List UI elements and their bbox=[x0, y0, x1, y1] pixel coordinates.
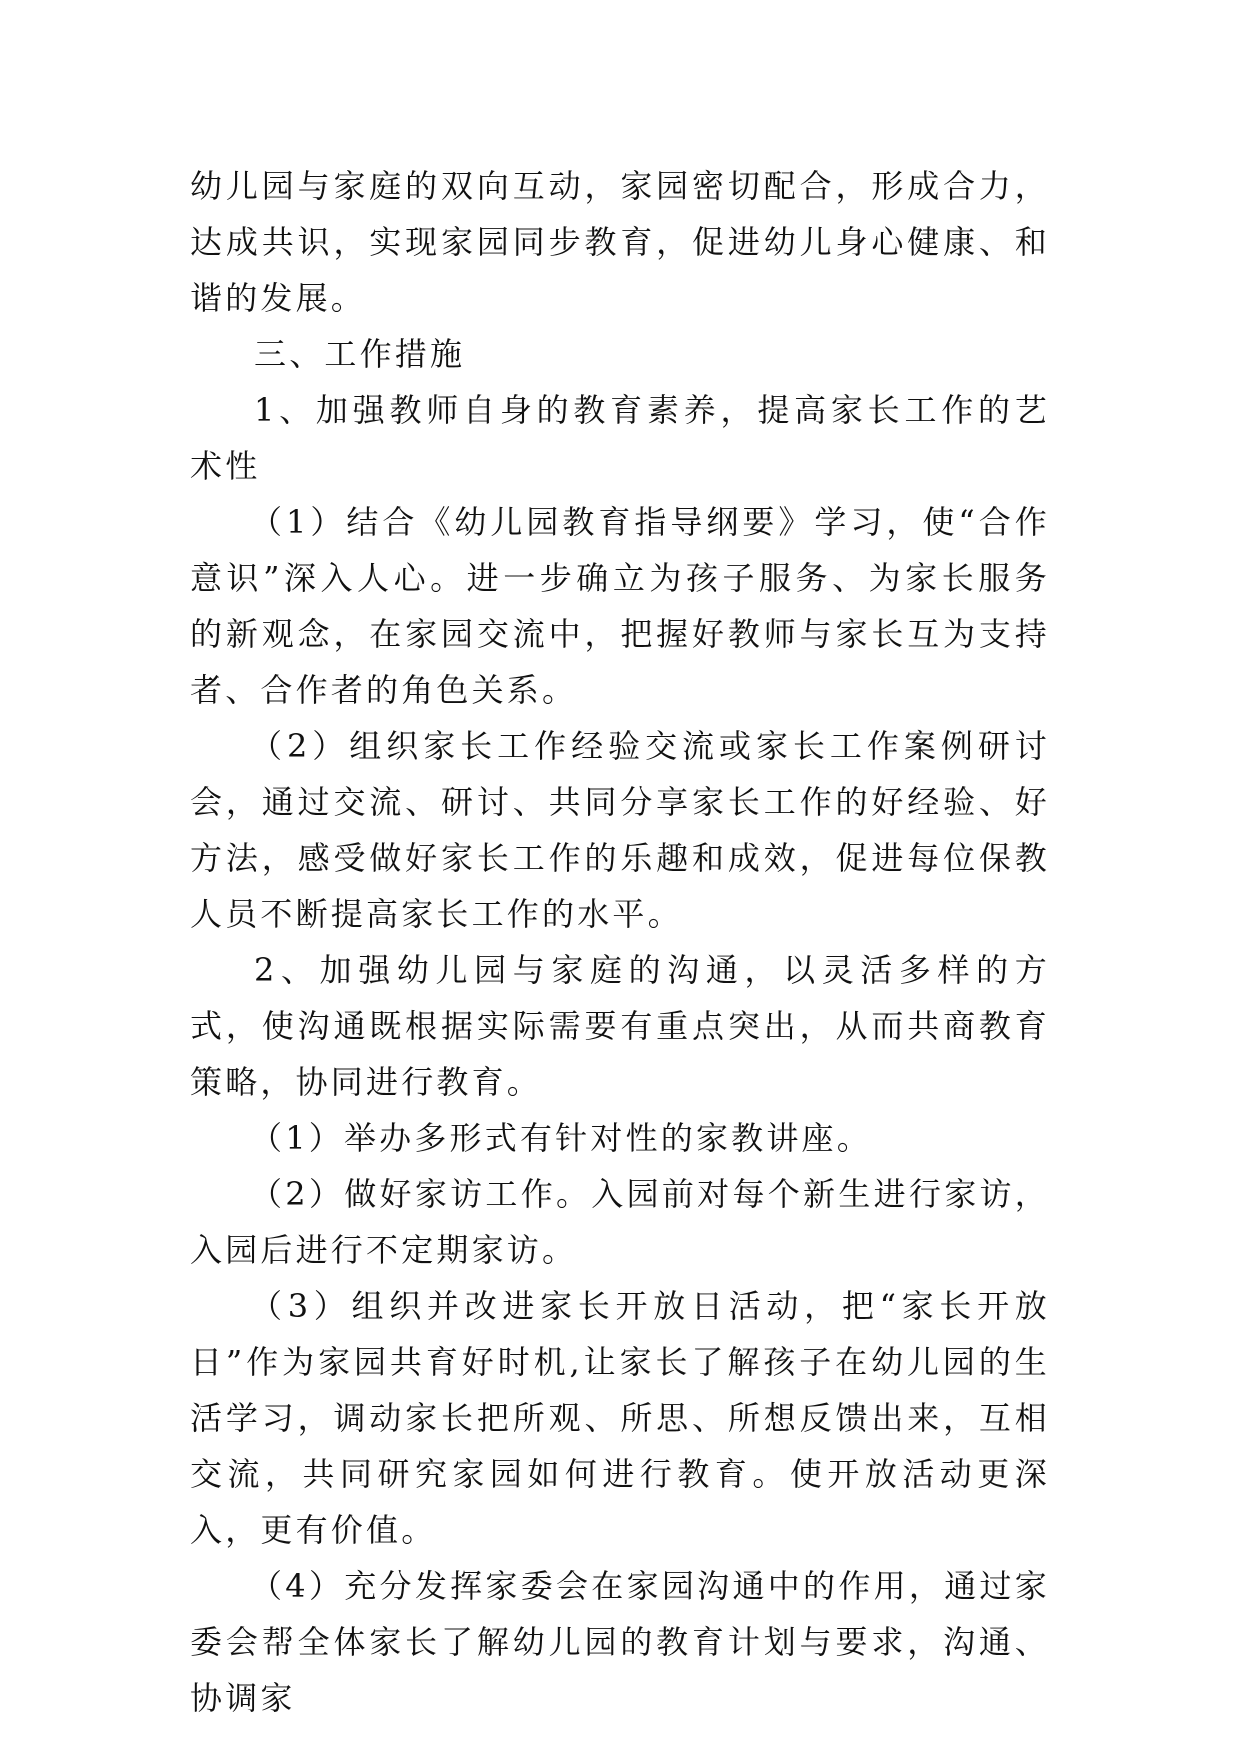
paragraph-continuation: 幼儿园与家庭的双向互动，家园密切配合，形成合力，达成共识，实现家园同步教育，促进幼儿身心健康、和谐的发展。 bbox=[190, 167, 1050, 317]
paragraph-item-2-1: （1）举办多形式有针对性的家教讲座。 bbox=[250, 1119, 872, 1157]
paragraph-item-1-1: （1）结合《幼儿园教育指导纲要》学习，使“合作意识”深入人心。进一步确立为孩子服务、为家长服务的新观念，在家园交流中，把握好教师与家长互为支持者、合作者的角色关系。 bbox=[190, 503, 1050, 709]
paragraph-item-1-2: （2）组织家长工作经验交流或家长工作案例研讨会，通过交流、研讨、共同分享家长工作的好经验、好方法，感受做好家长工作的乐趣和成效，促进每位保教人员不断提高家长工作的水平。 bbox=[190, 727, 1050, 933]
subheading-teacher-literacy: 1、加强教师自身的教育素养，提高家长工作的艺术性 bbox=[190, 391, 1050, 485]
section-heading-measures: 三、工作措施 bbox=[254, 335, 466, 373]
paragraph-item-2-4: （4）充分发挥家委会在家园沟通中的作用，通过家委会帮全体家长了解幼儿园的教育计划与要求，沟通、协调家 bbox=[190, 1567, 1050, 1717]
paragraph-item-2-2: （2）做好家访工作。入园前对每个新生进行家访，入园后进行不定期家访。 bbox=[190, 1175, 1050, 1269]
subheading-home-communication: 2、加强幼儿园与家庭的沟通，以灵活多样的方式，使沟通既根据实际需要有重点突出，从而共商教育策略，协同进行教育。 bbox=[190, 951, 1050, 1101]
paragraph-item-2-3: （3）组织并改进家长开放日活动，把“家长开放日”作为家园共育好时机,让家长了解孩子在幼儿园的生活学习，调动家长把所观、所思、所想反馈出来，互相交流，共同研究家园如何进行教育。使开放活动更深入，更有价值。 bbox=[190, 1287, 1050, 1549]
document-body bbox=[190, 158, 1050, 1726]
